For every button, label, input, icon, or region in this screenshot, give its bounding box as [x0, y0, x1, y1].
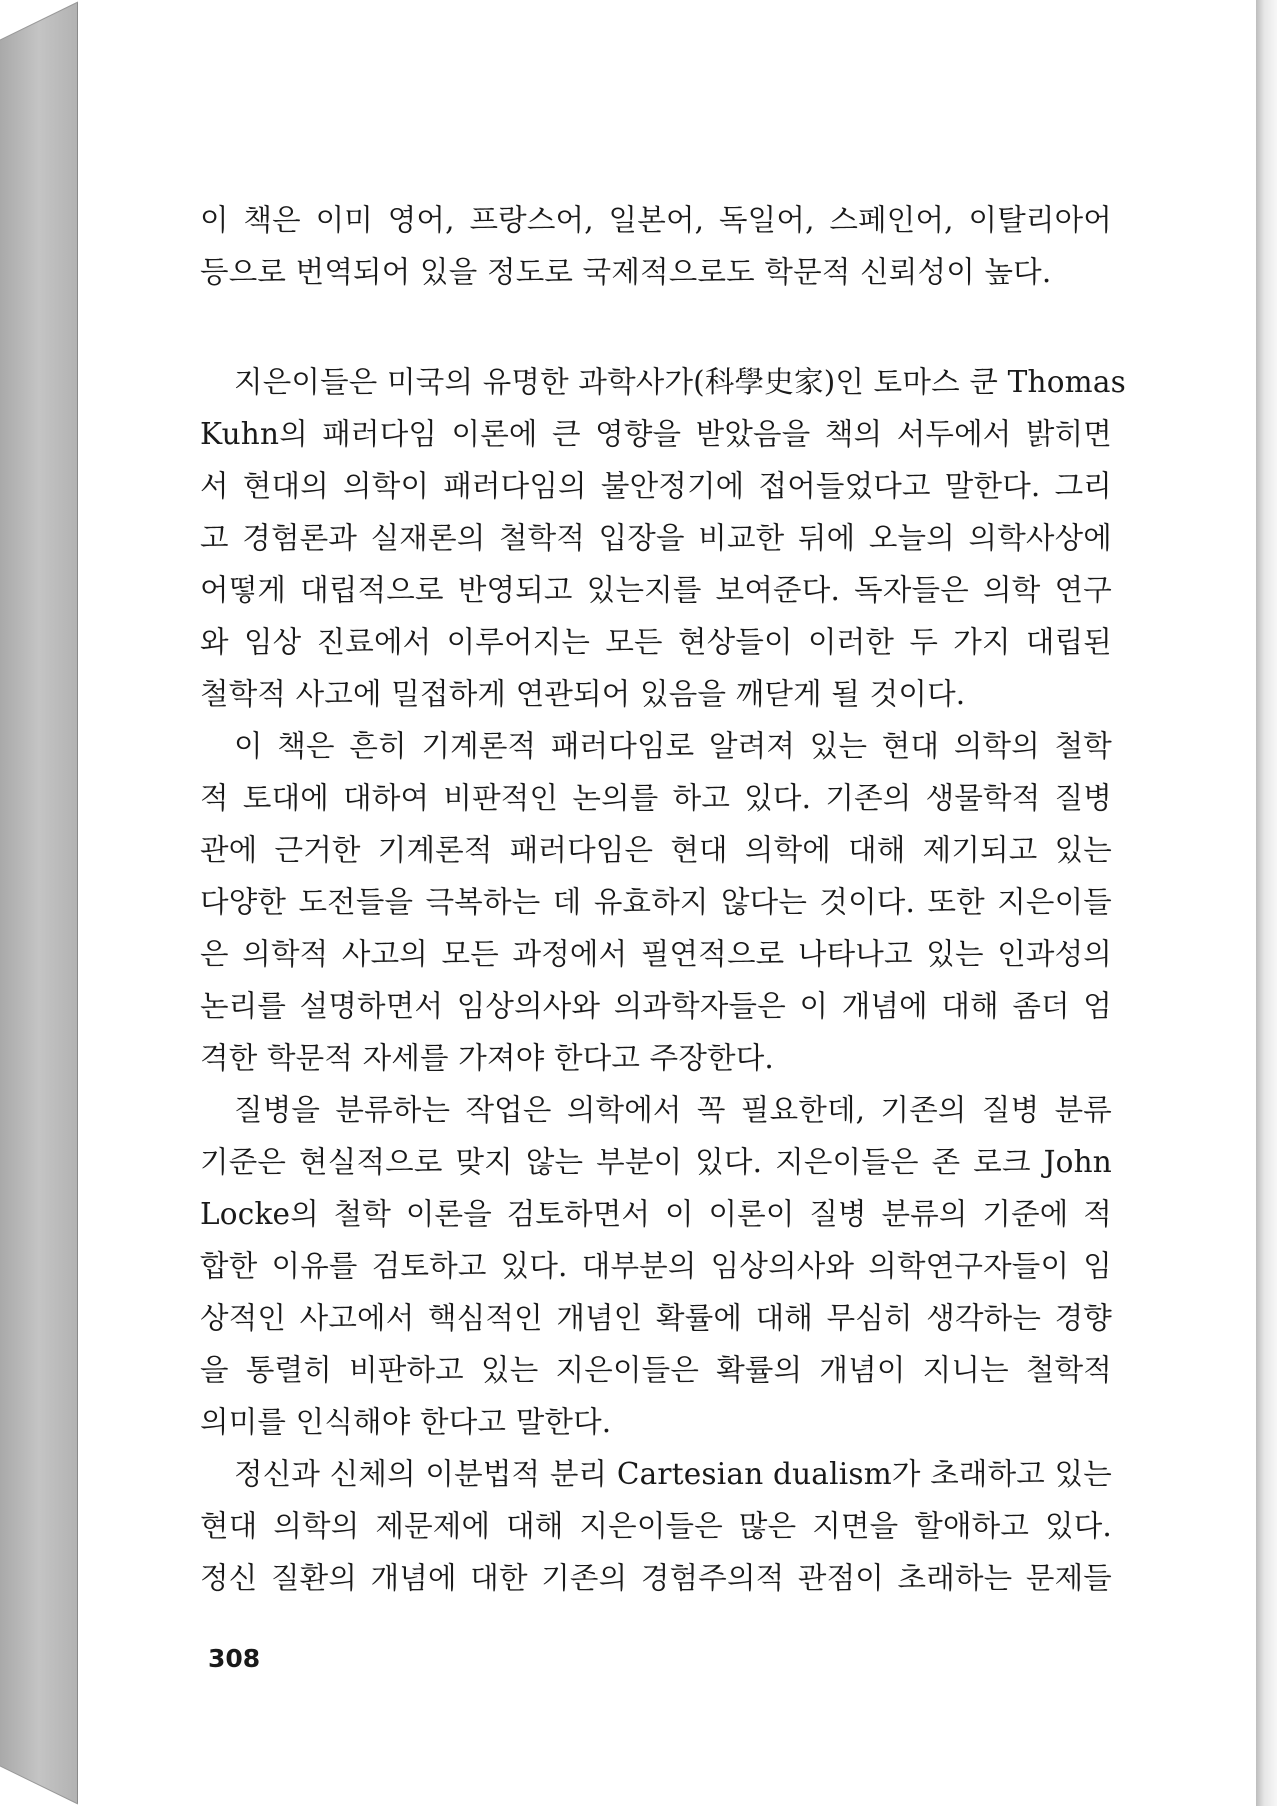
text-line: 을 통렬히 비판하고 있는 지은이들은 확률의 개념이 지니는 철학적 — [200, 1353, 1112, 1387]
text-line: 이 책은 이미 영어, 프랑스어, 일본어, 독일어, 스페인어, 이탈리아어 — [200, 203, 1112, 237]
text-line: 은 의학적 사고의 모든 과정에서 필연적으로 나타나고 있는 인과성의 — [200, 937, 1112, 971]
text-line: 논리를 설명하면서 임상의사와 의과학자들은 이 개념에 대해 좀더 엄 — [200, 989, 1112, 1023]
page-number: 308 — [208, 1644, 261, 1673]
text-line: 와 임상 진료에서 이루어지는 모든 현상들이 이러한 두 가지 대립된 — [200, 625, 1112, 659]
text-line: 합한 이유를 검토하고 있다. 대부분의 임상의사와 의학연구자들이 임 — [200, 1249, 1112, 1283]
text-line: 정신 질환의 개념에 대한 기존의 경험주의적 관점이 초래하는 문제들 — [200, 1561, 1112, 1595]
text-line: 격한 학문적 자세를 가져야 한다고 주장한다. — [200, 1041, 775, 1075]
text-line: 적 토대에 대하여 비판적인 논의를 하고 있다. 기존의 생물학적 질병 — [200, 781, 1112, 815]
text-line: 현대 의학의 제문제에 대해 지은이들은 많은 지면을 할애하고 있다. — [200, 1509, 1112, 1543]
text-line: 이 책은 흔히 기계론적 패러다임로 알려져 있는 현대 의학의 철학 — [234, 729, 1112, 763]
text-line: 기준은 현실적으로 맞지 않는 부분이 있다. 지은이들은 존 로크 John — [200, 1145, 1112, 1179]
text-line: 어떻게 대립적으로 반영되고 있는지를 보여준다. 독자들은 의학 연구 — [200, 573, 1112, 607]
text-line: 철학적 사고에 밀접하게 연관되어 있음을 깨닫게 될 것이다. — [200, 677, 966, 711]
text-line: 관에 근거한 기계론적 패러다임은 현대 의학에 대해 제기되고 있는 — [200, 833, 1112, 867]
text-line: 다양한 도전들을 극복하는 데 유효하지 않다는 것이다. 또한 지은이들 — [200, 885, 1112, 919]
text-line: 상적인 사고에서 핵심적인 개념인 확률에 대해 무심히 생각하는 경향 — [200, 1301, 1112, 1335]
text-line: 고 경험론과 실재론의 철학적 입장을 비교한 뒤에 오늘의 의학사상에 — [200, 521, 1112, 555]
text-line: 의미를 인식해야 한다고 말한다. — [200, 1405, 612, 1439]
page-shadow — [1256, 0, 1277, 1806]
text-line: Kuhn의 패러다임 이론에 큰 영향을 받았음을 책의 서두에서 밝히면 — [200, 417, 1112, 451]
text-line: 등으로 번역되어 있을 정도로 국제적으로도 학문적 신뢰성이 높다. — [200, 255, 1052, 289]
text-line: 서 현대의 의학이 패러다임의 불안정기에 접어들었다고 말한다. 그리 — [200, 469, 1112, 503]
text-line: 정신과 신체의 이분법적 분리 Cartesian dualism가 초래하고 있는 — [234, 1457, 1112, 1491]
text-line: 질병을 분류하는 작업은 의학에서 꼭 필요한데, 기존의 질병 분류 — [234, 1093, 1112, 1127]
text-line: 지은이들은 미국의 유명한 과학사가(科學史家)인 토마스 쿤 Thomas — [234, 365, 1126, 399]
text-line: Locke의 철학 이론을 검토하면서 이 이론이 질병 분류의 기준에 적 — [200, 1197, 1112, 1231]
